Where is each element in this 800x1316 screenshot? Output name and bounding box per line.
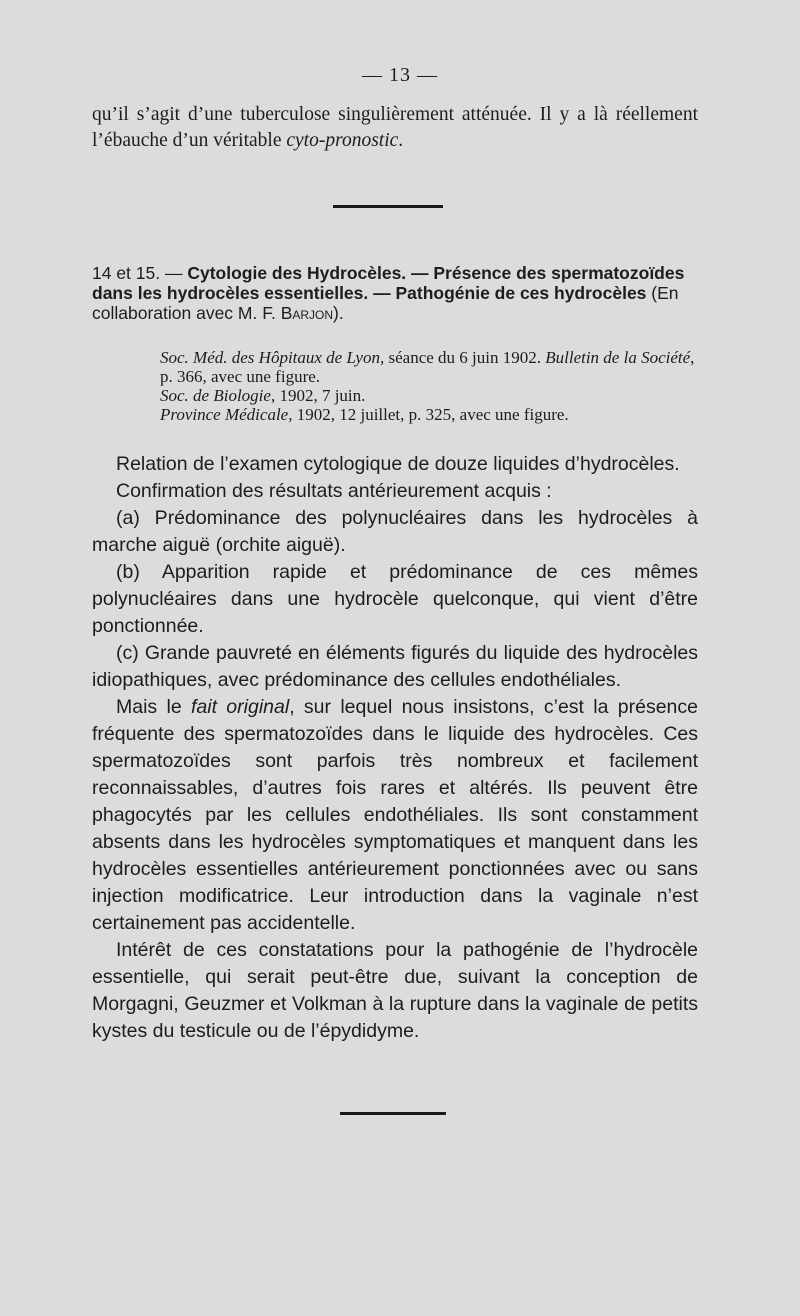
- page-number: — 13 —: [362, 64, 438, 86]
- body-paragraph: (a) Prédominance des polynucléaires dans les hydrocèles à marche aiguë (orchite aiguë).: [92, 507, 698, 556]
- intro-text: qu’il s’agit d’une tuberculose singulièrement atténuée. Il y a là réellement l’ébauche d’un véritable: [92, 104, 698, 151]
- reference-detail-2: , p. 366, avec une figure.: [160, 348, 695, 386]
- reference-item: [160, 386, 700, 405]
- entry-collab-prefix: (En collaboration avec M. F.: [92, 283, 679, 323]
- body-paragraph: Confirmation des résultats antérieurement acquis :: [116, 480, 552, 502]
- entry-collab-name: Barjon: [280, 303, 334, 323]
- body-italic-term: fait original: [190, 696, 290, 718]
- reference-journal: Soc. Méd. des Hôpitaux de Lyon,: [160, 348, 385, 367]
- intro-text-end: .: [398, 130, 404, 151]
- body-paragraph: (c) Grande pauvreté en éléments figurés du liquide des hydrocèles idiopathiques, avec prédominance des cellules endothéliales.: [92, 642, 698, 691]
- reference-detail: 1902, 12 juillet, p. 325, avec une figure.: [292, 405, 569, 424]
- body-text: , sur lequel nous insistons, c’est la présence fréquente des spermatozoïdes dans le liquide des hydrocèles. Ces spermatozoïdes sont parfois très nombreux et facilement reconnaissables, d’autres fois rares et altérés. Ils peuvent être phagocytés par les cellules endothéliales. Ils sont constamment absents dans les hydrocèles symptomatiques et manquent dans les hydrocèles essentielles antérieurement ponctionnées avec ou sans injection modificatrice. Leur introduction dans la vaginale n’est certainement pas accidentelle.: [92, 696, 698, 934]
- body-text: Mais le: [116, 696, 191, 718]
- entry-collab-suffix: ).: [333, 303, 344, 323]
- abstract-body: [92, 451, 698, 1045]
- references-list: [160, 348, 700, 424]
- entry-title: Cytologie des Hydrocèles. — Présence des spermatozoïdes dans les hydrocèles essentielles. — Pathogénie de ces hydrocèles: [92, 263, 685, 303]
- entry-heading: [92, 263, 698, 323]
- intro-paragraph: [92, 102, 698, 154]
- body-paragraph: [92, 694, 698, 937]
- section-divider-bottom: [340, 1112, 446, 1115]
- body-paragraph: Intérêt de ces constatations pour la pathogénie de l’hydrocèle essentielle, qui serait peut-être due, suivant la conception de Morgagni, Geuzmer et Volkman à la rupture dans la vaginale de petits kystes du testicule ou de l’épydidyme.: [92, 939, 698, 1042]
- reference-journal-2: Bulletin de la Société: [545, 348, 691, 367]
- reference-detail: 1902, 7 juin.: [275, 386, 366, 405]
- reference-journal: Soc. de Biologie,: [160, 386, 276, 405]
- reference-item: [160, 348, 700, 386]
- body-paragraph: Relation de l’examen cytologique de douze liquides d’hydrocèles.: [116, 453, 680, 475]
- body-paragraph: (b) Apparition rapide et prédominance de ces mêmes polynucléaires dans une hydrocèle quelconque, qui vient d’être ponctionnée.: [92, 561, 698, 637]
- section-divider-top: [333, 205, 443, 208]
- intro-italic-term: cyto-pronostic: [286, 130, 399, 151]
- entry-number: 14 et 15. —: [92, 263, 188, 283]
- reference-item: [160, 405, 700, 424]
- reference-journal: Province Médicale,: [160, 405, 293, 424]
- reference-detail: séance du 6 juin 1902.: [384, 348, 546, 367]
